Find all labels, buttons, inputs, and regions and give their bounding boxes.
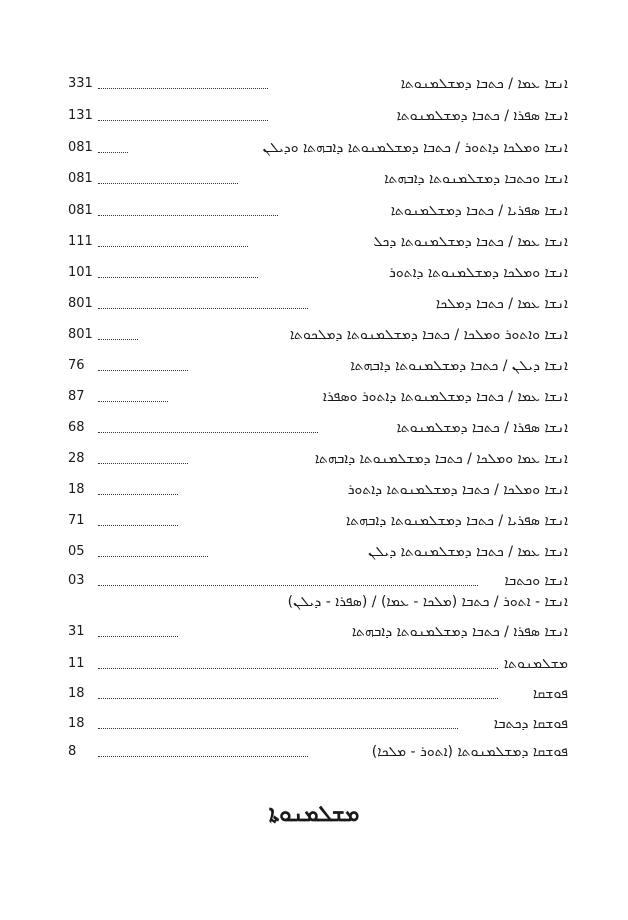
toc-entry bbox=[68, 383, 568, 413]
toc-leader bbox=[98, 339, 138, 340]
toc-leader bbox=[98, 525, 178, 526]
toc-page-number: 111 bbox=[68, 234, 93, 249]
toc-page-number: 11 bbox=[68, 656, 85, 671]
toc-leader bbox=[98, 88, 268, 89]
toc-entry bbox=[68, 650, 568, 680]
toc-entry bbox=[68, 476, 568, 506]
toc-leader bbox=[98, 215, 278, 216]
toc-page-number: 76 bbox=[68, 358, 85, 373]
toc-entry bbox=[68, 165, 568, 195]
toc-leader bbox=[98, 668, 498, 669]
toc-page-number: 03 bbox=[68, 573, 85, 588]
toc-leader bbox=[98, 698, 498, 699]
toc-title: ܐܢܫܐ ܘܐܬܘܪ ܘܡܠܟܐ / ܟܬܒܐ ܕܡܫܠܡܢܘܬܐ ܕܡܠܟܘܬܐ bbox=[289, 327, 568, 343]
toc-title: ܡܫܠܡܢܘܬܐ bbox=[503, 656, 568, 672]
toc-title: ܦܘܫܩܐ bbox=[532, 686, 568, 702]
toc-title: ܐܢܫܐ ܘܟܬܒܐ bbox=[504, 573, 568, 589]
toc-leader bbox=[98, 556, 208, 557]
toc-title: ܐܢܫܐ ܘܡܠܟܐ ܕܡܫܠܡܢܘܬܐ ܕܐܬܘܪ bbox=[389, 265, 568, 281]
toc-leader bbox=[98, 370, 188, 371]
toc-leader bbox=[98, 636, 178, 637]
toc-title: ܐܢܫܐ ܘܡܠܟܐ / ܟܬܒܐ ܕܡܫܠܡܢܘܬܐ ܕܐܬܘܪ bbox=[347, 482, 568, 498]
toc-page-number: 081 bbox=[68, 171, 93, 186]
toc-leader bbox=[98, 183, 238, 184]
toc-title: ܐܢܫܐ ܣܦܪܐ / ܟܬܒܐ ܕܡܫܠܡܢܘܬܐ ܕܐܒܗܬܐ bbox=[351, 624, 568, 640]
toc-title: ܐܢܫܐ ܥܡܐ / ܟܬܒܐ ܕܡܫܠܡܢܘܬܐ bbox=[400, 76, 568, 92]
toc-entry bbox=[68, 134, 568, 164]
toc-title: ܐܢܫܐ ܥܡܐ / ܟܬܒܐ ܕܡܫܠܡܢܘܬܐ ܕܟܠ bbox=[373, 234, 568, 250]
page-heading: ܡܫܠܡܢܘܬܐ bbox=[268, 802, 360, 827]
toc-entry bbox=[68, 197, 568, 227]
toc-leader bbox=[98, 728, 458, 729]
toc-page-number: 101 bbox=[68, 265, 93, 280]
toc-title: ܐܢܫܐ ܣܦܪܐ / ܟܬܒܐ ܕܡܫܠܡܢܘܬܐ bbox=[396, 420, 568, 436]
toc-page-number: 131 bbox=[68, 108, 93, 123]
toc-leader bbox=[98, 756, 308, 757]
toc-entry bbox=[68, 710, 568, 740]
toc-entry bbox=[68, 70, 568, 100]
toc-entry bbox=[68, 102, 568, 132]
toc-entry bbox=[68, 259, 568, 289]
toc-title: ܐܢܫܐ - ܐܬܘܪ / ܟܬܒܐ (ܡܠܟܐ - ܥܡܐ) / (ܣܦܪܐ - ܕܝܠܢ) bbox=[287, 594, 568, 610]
toc-leader bbox=[98, 463, 188, 464]
toc-page-number: 18 bbox=[68, 686, 85, 701]
toc-leader bbox=[98, 494, 178, 495]
toc-page-number: 18 bbox=[68, 716, 85, 731]
toc-entry bbox=[68, 680, 568, 710]
toc-title: ܐܢܫܐ ܥܡܐ / ܟܬܒܐ ܕܡܠܟܐ bbox=[435, 296, 568, 312]
toc-page-number: 71 bbox=[68, 513, 85, 528]
toc-entry bbox=[68, 445, 568, 475]
toc-page-number: 31 bbox=[68, 624, 85, 639]
toc-title: ܐܢܫܐ ܥܡܐ ܘܡܠܟܐ / ܟܬܒܐ ܕܡܫܠܡܢܘܬܐ ܕܐܒܗܬܐ bbox=[314, 451, 568, 467]
toc-title: ܦܘܫܩܐ ܕܟܬܒܐ bbox=[493, 716, 568, 732]
toc-entry bbox=[68, 618, 568, 648]
toc-page-number: 05 bbox=[68, 544, 85, 559]
toc-entry-continuation bbox=[68, 588, 568, 618]
toc-page-number: 081 bbox=[68, 203, 93, 218]
toc-entry bbox=[68, 738, 568, 768]
toc-title: ܐܢܫܐ ܘܟܬܒܐ ܕܡܫܠܡܢܘܬܐ ܕܐܒܗܬܐ bbox=[384, 171, 568, 187]
toc-page-number: 28 bbox=[68, 451, 85, 466]
toc-entry bbox=[68, 414, 568, 444]
toc-leader bbox=[98, 120, 268, 121]
toc-entry bbox=[68, 538, 568, 568]
toc-title: ܦܘܫܩܐ ܕܡܫܠܡܢܘܬܐ (ܐܬܘܪ - ܡܠܟܐ) bbox=[371, 744, 568, 760]
toc-page-number: 801 bbox=[68, 296, 93, 311]
toc-leader bbox=[98, 277, 258, 278]
toc-page-number: 18 bbox=[68, 482, 85, 497]
toc-entry bbox=[68, 228, 568, 258]
toc-leader bbox=[98, 308, 308, 309]
toc-entry bbox=[68, 507, 568, 537]
toc-page-number: 081 bbox=[68, 140, 93, 155]
toc-title: ܐܢܫܐ ܥܡܐ / ܟܬܒܐ ܕܡܫܠܡܢܘܬܐ ܕܐܬܘܪ ܘܣܦܪܐ bbox=[322, 389, 568, 405]
toc-title: ܐܢܫܐ ܣܦܪܐ / ܟܬܒܐ ܕܡܫܠܡܢܘܬܐ bbox=[396, 108, 568, 124]
toc-leader bbox=[98, 401, 168, 402]
toc-entry bbox=[68, 321, 568, 351]
toc-title: ܐܢܫܐ ܣܦܪܝܐ / ܟܬܒܐ ܕܡܫܠܡܢܘܬܐ bbox=[390, 203, 568, 219]
toc-title: ܐܢܫܐ ܥܡܐ / ܟܬܒܐ ܕܡܫܠܡܢܘܬܐ ܕܝܠܢ bbox=[368, 544, 568, 560]
toc-title: ܐܢܫܐ ܘܡܠܟܐ ܕܐܬܘܪ / ܟܬܒܐ ܕܡܫܠܡܢܘܬܐ ܕܐܒܗܬܐ ܘܕܝܠܢ bbox=[262, 140, 568, 156]
toc-page-number: 801 bbox=[68, 327, 93, 342]
toc-page-number: 8 bbox=[68, 744, 77, 759]
toc-leader bbox=[98, 432, 318, 433]
toc-page-number: 68 bbox=[68, 420, 85, 435]
toc-page-number: 87 bbox=[68, 389, 85, 404]
toc-title: ܐܢܫܐ ܣܦܪܝܐ / ܟܬܒܐ ܕܡܫܠܡܢܘܬܐ ܕܐܒܗܬܐ bbox=[345, 513, 568, 529]
toc-title: ܐܢܫܐ ܕܝܠܢ / ܟܬܒܐ ܕܡܫܠܡܢܘܬܐ ܕܐܒܗܬܐ bbox=[350, 358, 568, 374]
toc-leader bbox=[98, 585, 478, 586]
toc-page-number: 331 bbox=[68, 76, 93, 91]
toc-leader bbox=[98, 246, 248, 247]
toc-entry bbox=[68, 290, 568, 320]
toc-leader bbox=[98, 152, 128, 153]
toc-entry bbox=[68, 352, 568, 382]
